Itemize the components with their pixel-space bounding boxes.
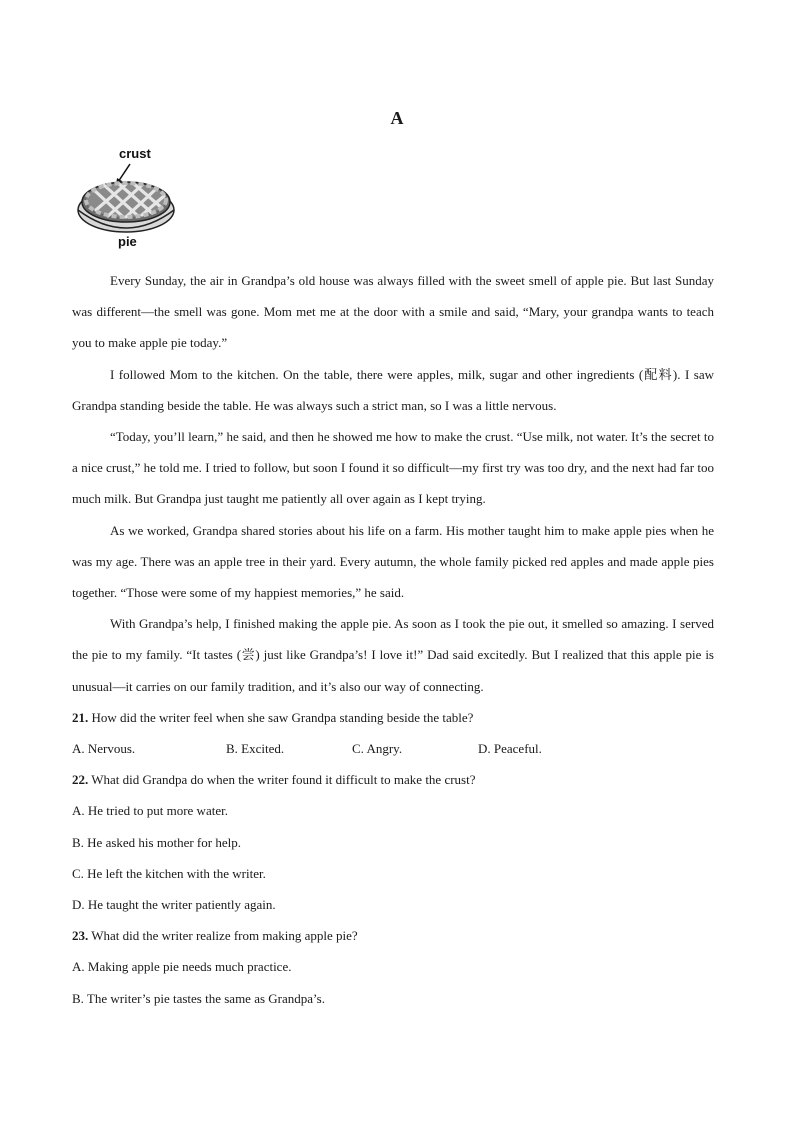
- question-text: How did the writer feel when she saw Grandpa standing beside the table?: [88, 709, 474, 725]
- passage-paragraph: With Grandpa’s help, I finished making the apple pie. As soon as I took the pie out, it smelled so amazing. I served the pie to my family. “It tastes (尝) just like Grandpa’s! I love it!” Dad said excitedly. But I realized that this apple pie is unusual—it carries on our family tradition, and it’s also our way of connecting.: [72, 616, 714, 694]
- option-c[interactable]: C. He left the kitchen with the writer.: [72, 865, 266, 881]
- option-a[interactable]: A. Making apple pie needs much practice.: [72, 959, 292, 975]
- apple-pie-illustration-icon: [76, 160, 184, 240]
- figure-label-crust: crust: [119, 146, 151, 161]
- question-21-options: [72, 733, 714, 764]
- option-b[interactable]: B. The writer’s pie tastes the same as Grandpa’s.: [72, 990, 325, 1006]
- section-heading: A: [390, 108, 404, 128]
- question-number: 21.: [72, 709, 89, 725]
- question-21: [72, 702, 714, 733]
- option-d[interactable]: D. Peaceful.: [478, 741, 542, 757]
- question-text: What did the writer realize from making apple pie?: [88, 928, 358, 944]
- option-b[interactable]: B. He asked his mother for help.: [72, 834, 241, 850]
- reading-content: [72, 265, 714, 1014]
- question-23: [72, 920, 714, 951]
- question-number: 23.: [72, 928, 89, 944]
- passage-paragraph: I followed Mom to the kitchen. On the table, there were apples, milk, sugar and other ingredients (配料). I saw Grandpa standing beside the table. He was always such a strict man, so I was a little nervous.: [72, 366, 714, 413]
- option-d[interactable]: D. He taught the writer patiently again.: [72, 897, 276, 913]
- question-number: 22.: [72, 772, 89, 788]
- option-b[interactable]: B. Excited.: [226, 741, 285, 757]
- passage-paragraph: “Today, you’ll learn,” he said, and then he showed me how to make the crust. “Use milk, not water. It’s the secret to a nice crust,” he told me. I tried to follow, but soon I found it so difficult—my first try was too dry, and the next had far too much milk. But Grandpa just taught me patiently all over again as I kept trying.: [72, 429, 714, 507]
- pie-figure: [76, 146, 184, 254]
- option-a[interactable]: A. Nervous.: [72, 741, 136, 757]
- option-c[interactable]: C. Angry.: [352, 741, 403, 757]
- figure-label-pie: pie: [118, 234, 137, 249]
- question-text: What did Grandpa do when the writer found it difficult to make the crust?: [88, 772, 476, 788]
- question-22: [72, 764, 714, 795]
- option-a[interactable]: A. He tried to put more water.: [72, 803, 228, 819]
- passage-paragraph: Every Sunday, the air in Grandpa’s old house was always filled with the sweet smell of apple pie. But last Sunday was different—the smell was gone. Mom met me at the door with a smile and said, “Mary, your grandpa wants to teach you to make apple pie today.”: [72, 273, 714, 351]
- passage-paragraph: As we worked, Grandpa shared stories about his life on a farm. His mother taught him to make apple pies when he was my age. There was an apple tree in their yard. Every autumn, the whole family picked red apples and made apple pies together. “Those were some of my happiest memories,” he said.: [72, 522, 714, 601]
